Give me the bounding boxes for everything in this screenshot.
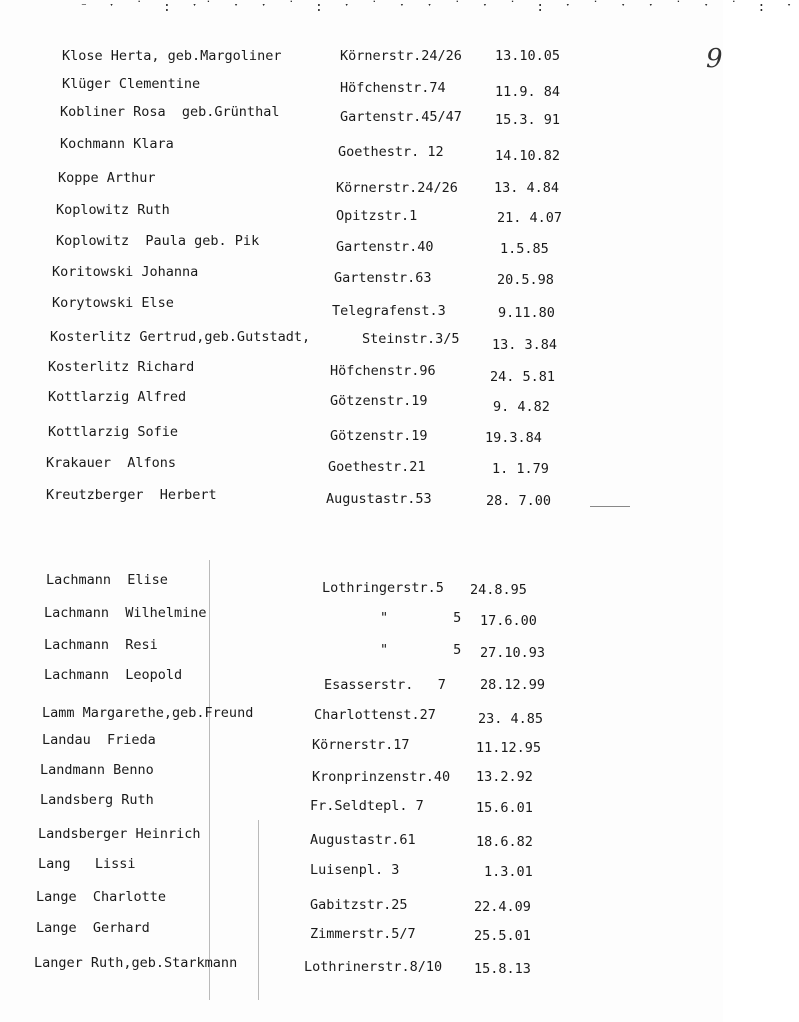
person-name: Klose Herta, geb.Margoliner bbox=[62, 48, 282, 64]
birth-date: 1. 1.79 bbox=[492, 461, 549, 477]
birth-date: 13. 4.84 bbox=[494, 180, 560, 196]
list-item bbox=[0, 264, 723, 288]
list-item bbox=[0, 889, 723, 915]
street-address: Gartenstr.40 bbox=[336, 239, 434, 255]
list-item bbox=[0, 202, 723, 226]
list-item bbox=[0, 48, 723, 68]
person-name: Landsberger Heinrich bbox=[38, 826, 201, 842]
birth-date: 13. 3.84 bbox=[492, 337, 558, 353]
street-address: Götzenstr.19 bbox=[330, 393, 428, 409]
birth-date: 13.2.92 bbox=[476, 769, 533, 785]
person-name: Lange Charlotte bbox=[36, 889, 167, 905]
list-item bbox=[0, 637, 723, 661]
street-address: Lothrinerstr.8/10 bbox=[304, 959, 443, 975]
street-address: Telegrafenst.3 bbox=[332, 303, 446, 319]
street-address: Fr.Seldtepl. 7 bbox=[310, 798, 424, 814]
birth-date: 22.4.09 bbox=[474, 899, 531, 915]
person-name: Lachmann Elise bbox=[46, 572, 168, 588]
list-item bbox=[0, 920, 723, 944]
birth-date: 1.3.01 bbox=[484, 864, 533, 880]
street-address: Goethestr. 12 bbox=[338, 144, 444, 160]
person-name: Kreutzberger Herbert bbox=[46, 487, 217, 503]
birth-date: 20.5.98 bbox=[497, 272, 554, 288]
list-item bbox=[0, 856, 723, 880]
birth-date: 19.3.84 bbox=[485, 430, 542, 446]
birth-date: 28.12.99 bbox=[480, 677, 546, 693]
list-item bbox=[0, 170, 723, 196]
list-item bbox=[0, 572, 723, 598]
person-name: Lachmann Resi bbox=[44, 637, 158, 653]
list-item bbox=[0, 104, 723, 128]
birth-date: 11.12.95 bbox=[476, 740, 542, 756]
street-address: Körnerstr.17 bbox=[312, 737, 410, 753]
person-name: Klüger Clementine bbox=[62, 76, 201, 92]
list-item bbox=[0, 705, 723, 725]
person-name: Lange Gerhard bbox=[36, 920, 150, 936]
list-item bbox=[0, 389, 723, 415]
list-item bbox=[0, 295, 723, 321]
list-item bbox=[0, 792, 723, 816]
street-address: Gartenstr.63 bbox=[334, 270, 432, 286]
street-address: Esasserstr. 7 bbox=[324, 677, 446, 693]
person-name: Koplowitz Ruth bbox=[56, 202, 170, 218]
birth-date: 25.5.01 bbox=[474, 928, 531, 944]
birth-date: 17.6.00 bbox=[480, 613, 537, 629]
birth-date: 11.9. 84 bbox=[495, 84, 561, 100]
street-address: Luisenpl. 3 bbox=[310, 862, 400, 878]
birth-date: 15.6.01 bbox=[476, 800, 533, 816]
birth-date: 23. 4.85 bbox=[478, 711, 544, 727]
street-address: " 5 bbox=[380, 610, 462, 626]
person-name: Koppe Arthur bbox=[58, 170, 156, 186]
handwritten-page-number: 9 bbox=[706, 44, 723, 74]
list-item bbox=[0, 424, 723, 444]
person-name: Landau Frieda bbox=[42, 732, 156, 748]
birth-date: 28. 7.00 bbox=[486, 493, 552, 509]
street-address: Gartenstr.45/47 bbox=[340, 109, 462, 125]
person-name: Lachmann Leopold bbox=[44, 667, 183, 683]
birth-date: 18.6.82 bbox=[476, 834, 533, 850]
birth-date: 9. 4.82 bbox=[493, 399, 550, 415]
birth-date: 15.8.13 bbox=[474, 961, 531, 977]
street-address: Körnerstr.24/26 bbox=[340, 48, 462, 64]
person-name: Kottlarzig Sofie bbox=[48, 424, 179, 440]
birth-date: 24. 5.81 bbox=[490, 369, 556, 385]
street-address: Goethestr.21 bbox=[328, 459, 426, 475]
street-address: Augustastr.53 bbox=[326, 491, 432, 507]
person-name: Kobliner Rosa geb.Grünthal bbox=[60, 104, 280, 120]
birth-date: 15.3. 91 bbox=[495, 112, 561, 128]
street-address: Götzenstr.19 bbox=[330, 428, 428, 444]
list-item bbox=[0, 455, 723, 475]
street-address: Kronprinzenstr.40 bbox=[312, 769, 451, 785]
torn-top-edge: ⁻ ˑ ˙ ꞉ ˑ˙ ˑ ˑ ˙ ꞉ ˑ ˙ ˑ ˑ ˙ ˑ ˙ ꞉ ˑ ˙ ˑ ˑ ˙ ˑ ˙ ꞉ ˑ bbox=[80, 0, 799, 15]
list-item bbox=[0, 136, 723, 164]
list-item bbox=[0, 329, 723, 353]
person-name: Kottlarzig Alfred bbox=[48, 389, 187, 405]
street-address: Gabitzstr.25 bbox=[310, 897, 408, 913]
street-address: Augustastr.61 bbox=[310, 832, 416, 848]
person-name: Landsberg Ruth bbox=[40, 792, 154, 808]
list-item bbox=[0, 732, 723, 756]
person-name: Lang Lissi bbox=[38, 856, 136, 872]
person-name: Koplowitz Paula geb. Pik bbox=[56, 233, 260, 249]
person-name: Krakauer Alfons bbox=[46, 455, 177, 471]
list-item bbox=[0, 359, 723, 385]
person-name: Koritowski Johanna bbox=[52, 264, 199, 280]
street-address: Zimmerstr.5/7 bbox=[310, 926, 416, 942]
birth-date: 14.10.82 bbox=[495, 148, 561, 164]
person-name: Langer Ruth,geb.Starkmann bbox=[34, 955, 238, 971]
street-address: " 5 bbox=[380, 642, 462, 658]
birth-date: 21. 4.07 bbox=[497, 210, 563, 226]
person-name: Kosterlitz Gertrud,geb.Gutstadt, bbox=[50, 329, 311, 345]
street-address: Höfchenstr.96 bbox=[330, 363, 436, 379]
list-item bbox=[0, 667, 723, 693]
street-address: Opitzstr.1 bbox=[336, 208, 418, 224]
street-address: Lothringerstr.5 bbox=[322, 580, 444, 596]
list-item bbox=[0, 233, 723, 257]
birth-date: 27.10.93 bbox=[480, 645, 546, 661]
list-item bbox=[0, 605, 723, 629]
person-name: Kochmann Klara bbox=[60, 136, 174, 152]
birth-date: 9.11.80 bbox=[498, 305, 555, 321]
street-address: Charlottenst.27 bbox=[314, 707, 436, 723]
person-name: Korytowski Else bbox=[52, 295, 174, 311]
street-address: Körnerstr.24/26 bbox=[336, 180, 458, 196]
list-item bbox=[0, 487, 723, 507]
person-name: Lamm Margarethe,geb.Freund bbox=[42, 705, 254, 721]
street-address: Steinstr.3/5 bbox=[362, 331, 460, 347]
list-item bbox=[0, 76, 723, 100]
list-item bbox=[0, 762, 723, 785]
person-name: Lachmann Wilhelmine bbox=[44, 605, 207, 621]
birth-date: 13.10.05 bbox=[495, 48, 561, 64]
person-name: Landmann Benno bbox=[40, 762, 154, 778]
birth-date: 24.8.95 bbox=[470, 582, 527, 598]
birth-date: 1.5.85 bbox=[500, 241, 549, 257]
list-item bbox=[0, 826, 723, 850]
street-address: Höfchenstr.74 bbox=[340, 80, 446, 96]
list-item bbox=[0, 955, 723, 975]
person-name: Kosterlitz Richard bbox=[48, 359, 195, 375]
